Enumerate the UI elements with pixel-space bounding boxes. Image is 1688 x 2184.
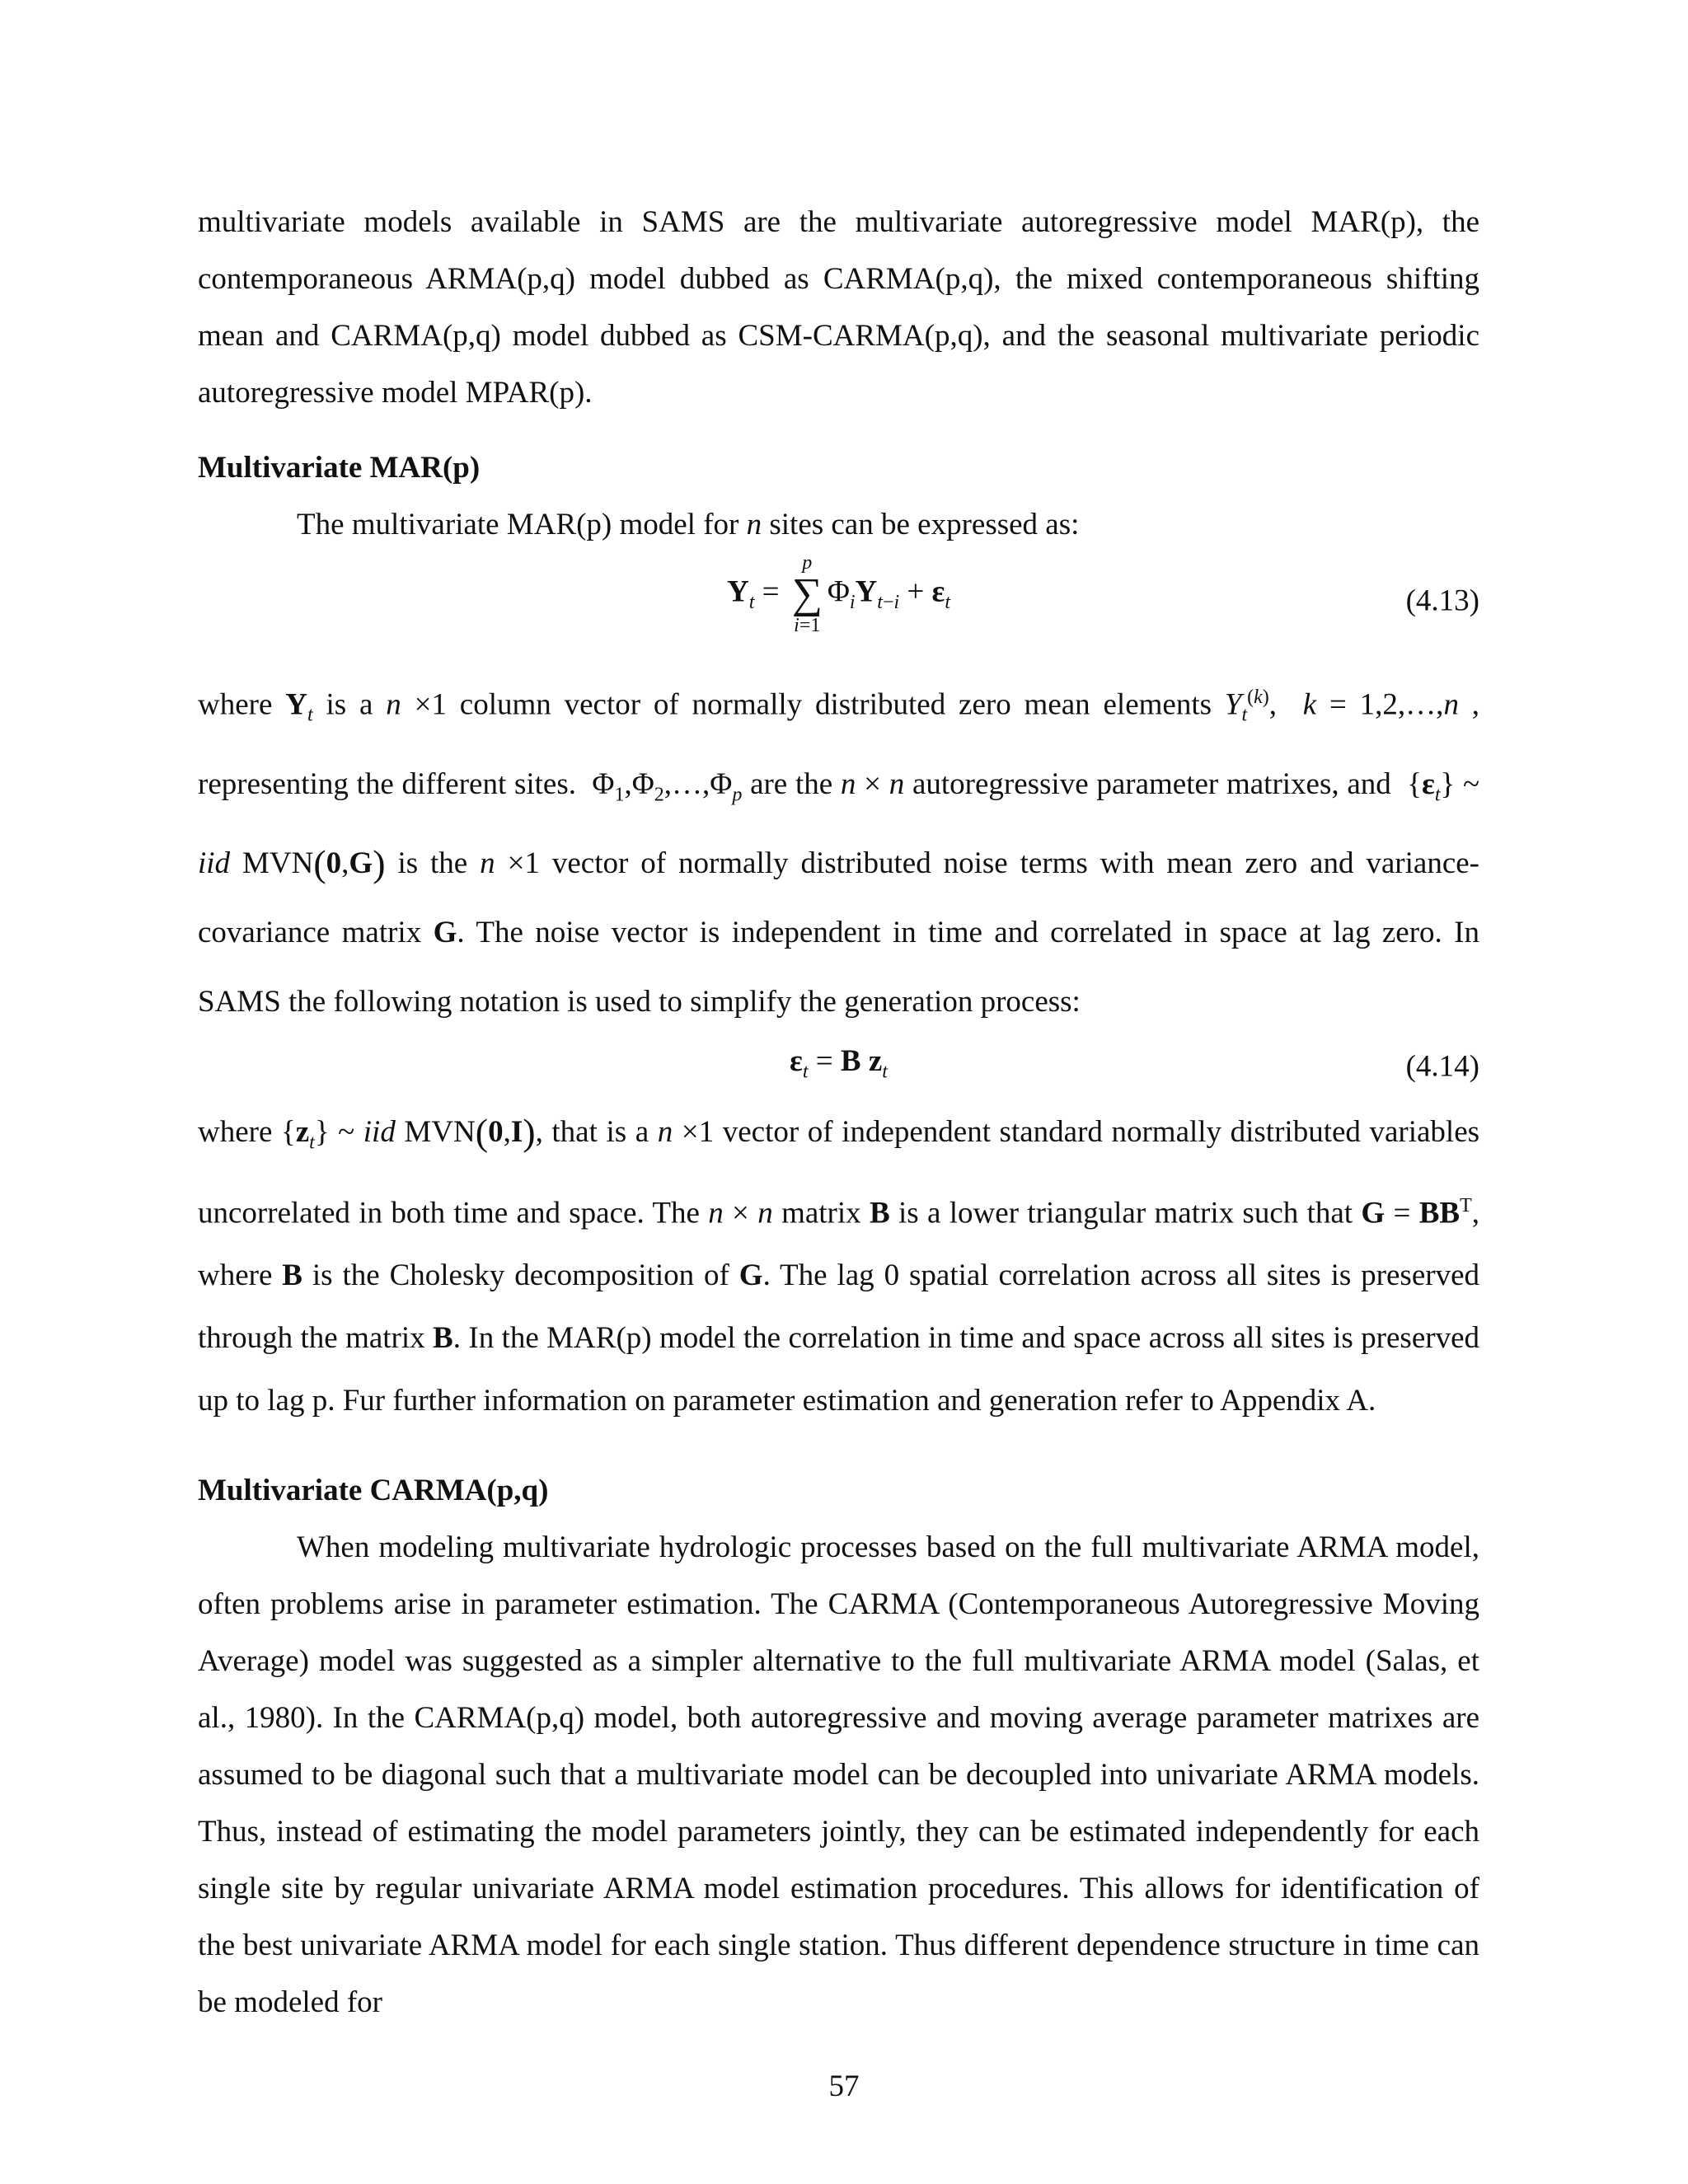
mar-paragraph-1: where $Y_t$ is a n ×1 column vector of normally distributed zero mean elements $Y_t^{(k)}$, k = 1,2,…,n , representing the different sites. $\Phi_1,\Phi_2,\dots,\Phi_p$ are the n × n autoregressive parameter matrixes, and $\{\varepsilon_t\}$ ~ iid MVN(0,G) is the n ×1 vector of normally distributed noise terms with mean zero and variance-covariance matrix G. The noise vector is independent in time and correlated in space at lag zero. In SAMS the following notation is used to simplify the generation process:: [198, 687, 1480, 1019]
mar-lead: The multivariate MAR(p) model for n sites can be expressed as:: [297, 508, 1080, 541]
equation-number: (4.14): [1405, 1049, 1479, 1084]
equation-number: (4.13): [1405, 583, 1479, 617]
page-number: 57: [828, 2069, 860, 2103]
equation-4-13: [198, 553, 1479, 648]
equation-body: $\varepsilon_t = B$ $z_t$: [790, 1044, 888, 1083]
page-body: [198, 0, 1479, 2031]
section-heading-mar: Multivariate MAR(p): [198, 451, 481, 485]
equation-body: $Y_t$ = p ∑ i=1 $\Phi_iY_{t-i} + \varepsilon_t$: [726, 552, 951, 636]
intro-paragraph: multivariate models available in SAMS are the multivariate autoregressive model MAR(p), the contemporaneous ARMA(p,q) model dubbed as CARMA(p,q), the mixed contemporaneous shifting mean and CARMA(p,q) model dubbed as CSM-CARMA(p,q), and the seasonal multivariate periodic autoregressive model MPAR(p).: [198, 205, 1479, 410]
carma-paragraph: When modeling multivariate hydrologic processes based on the full multivariate ARMA model, often problems arise in parameter estimation. The CARMA (Contemporaneous Autoregressive Moving Average) model was suggested as a simpler alternative to the full multivariate ARMA model (Salas, et al., 1980). In the CARMA(p,q) model, both autoregressive and moving average parameter matrixes are assumed to be diagonal such that a multivariate model can be decoupled into univariate ARMA models. Thus, instead of estimating the model parameters jointly, they can be estimated independently for each single site by regular univariate ARMA model estimation procedures. This allows for identification of the best univariate ARMA model for each single station. Thus different dependence structure in time can be modeled for: [198, 1530, 1479, 2019]
section-heading-carma: Multivariate CARMA(p,q): [198, 1473, 549, 1507]
mar-paragraph-2: where $\{z_t\}$ ~ iid MVN(0,I), that is a n ×1 vector of independent standard normally distributed variables uncorrelated in both time and space. The n × n matrix B is a lower triangular matrix such that $G = BB^T$, where B is the Cholesky decomposition of G. The lag 0 spatial correlation across all sites is preserved through the matrix B. In the MAR(p) model the correlation in time and space across all sites is preserved up to lag p. Fur further information on parameter estimation and generation refer to Appendix A.: [198, 1111, 1480, 1418]
equation-4-14: [198, 1037, 1479, 1096]
